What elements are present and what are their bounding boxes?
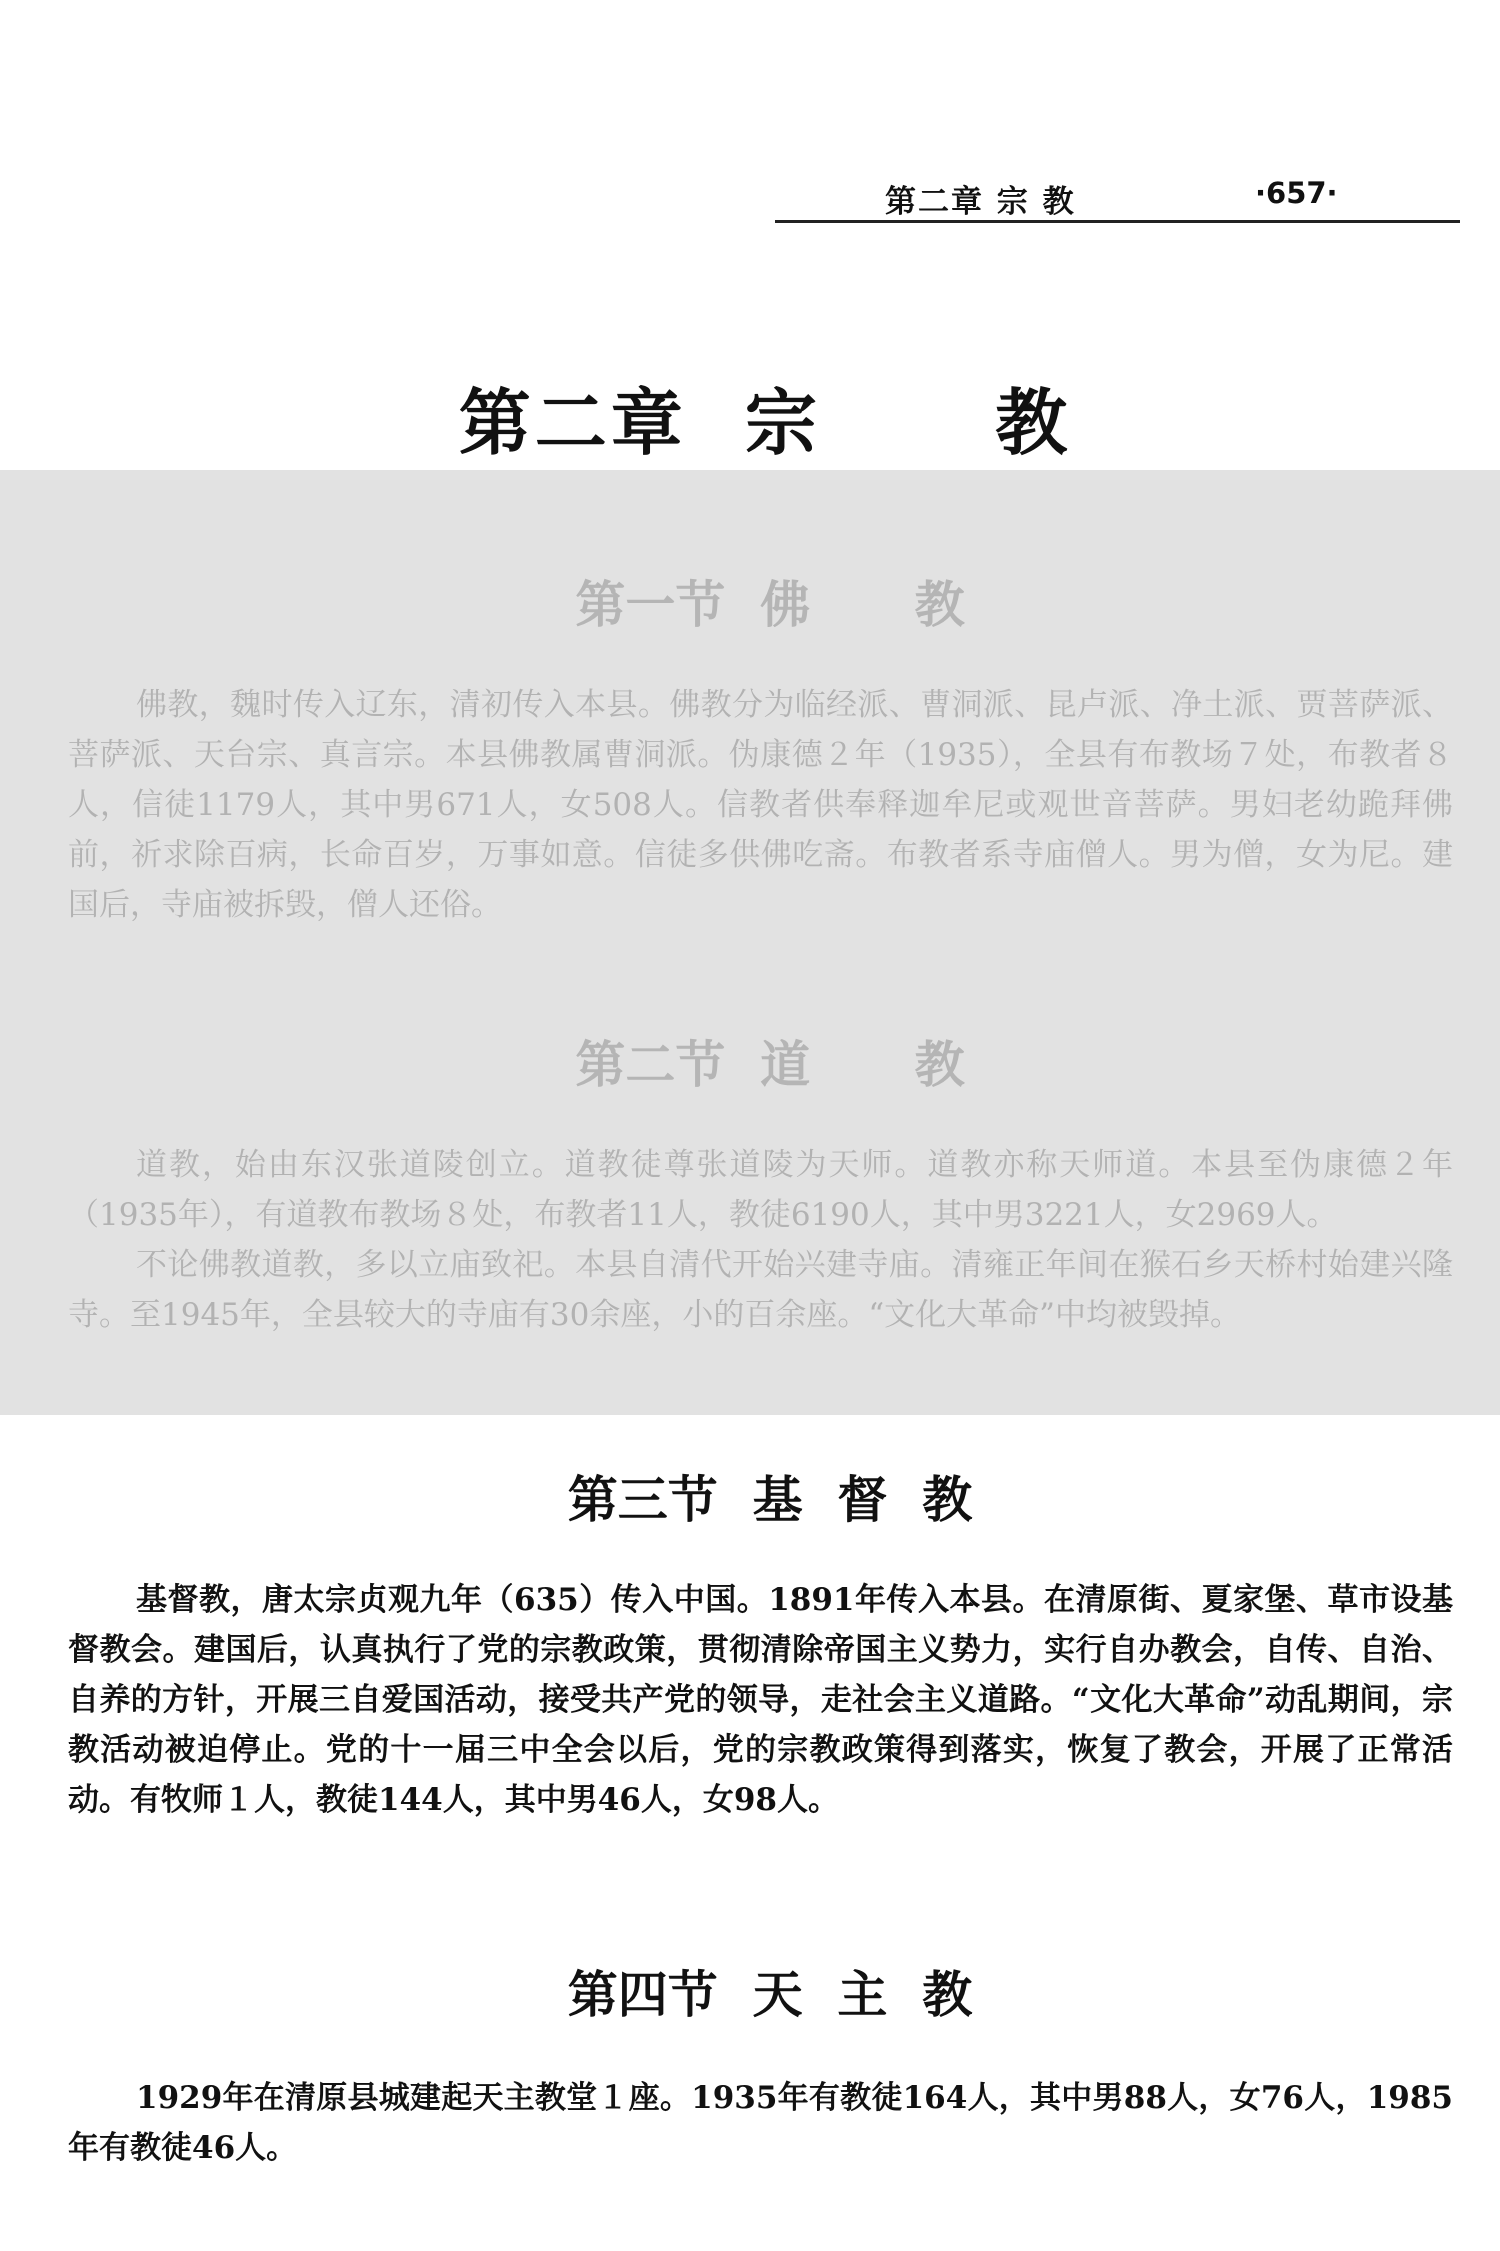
running-header-chapter: 第二章 宗 教 <box>885 184 1076 220</box>
paragraph-taoism-1: 道教，始由东汉张道陵创立。道教徒尊张道陵为天师。道教亦称天师道。本县至伪康德２年（1935年），有道教布教场８处，布教者11人，教徒6190人，其中男3221人，女2969人。 <box>68 1147 1453 1233</box>
faded-text-block <box>0 470 1500 1415</box>
chapter-title: 第二章 宗 教 <box>458 380 1072 465</box>
paragraph-buddhism: 佛教，魏时传入辽东，清初传入本县。佛教分为临经派、曹洞派、昆卢派、净土派、贾菩萨派、菩萨派、天台宗、真言宗。本县佛教属曹洞派。伪康德２年（1935），全县有布教场７处，布教者８人，信徒1179人，其中男671人，女508人。信教者供奉释迦牟尼或观世音菩萨。男妇老幼跪拜佛前，祈求除百病，长命百岁，万事如意。信徒多供佛吃斋。布教者系寺庙僧人。男为僧，女为尼。建国后，寺庙被拆毁，僧人还俗。 <box>68 687 1453 923</box>
section-title-taoism: 第二节 道 教 <box>575 1035 965 1094</box>
paragraph-christianity: 基督教，唐太宗贞观九年（635）传入中国。1891年传入本县。在清原街、夏家堡、草市设基督教会。建国后，认真执行了党的宗教政策，贯彻清除帝国主义势力，实行自办教会，自传、自治、自养的方针，开展三自爱国活动，接受共产党的领导，走社会主义道路。“文化大革命”动乱期间，宗教活动被迫停止。党的十一届三中全会以后，党的宗教政策得到落实，恢复了教会，开展了正常活动。有牧师１人，教徒144人，其中男46人，女98人。 <box>68 1582 1453 1818</box>
section-title-christianity: 第三节 基 督 教 <box>567 1470 973 1529</box>
paragraph-catholicism: 1929年在清原县城建起天主教堂１座。1935年有教徒164人，其中男88人，女76人，1985年有教徒46人。 <box>68 2080 1453 2166</box>
paragraph-taoism-2: 不论佛教道教，多以立庙致祀。本县自清代开始兴建寺庙。清雍正年间在猴石乡天桥村始建兴隆寺。至1945年，全县较大的寺庙有30余座，小的百余座。“文化大革命”中均被毁掉。 <box>68 1247 1453 1333</box>
section-title-buddhism: 第一节 佛 教 <box>575 575 965 634</box>
section-title-catholicism: 第四节 天 主 教 <box>567 1965 973 2024</box>
page-number: ·657· <box>1255 176 1338 210</box>
running-header <box>775 170 1460 223</box>
